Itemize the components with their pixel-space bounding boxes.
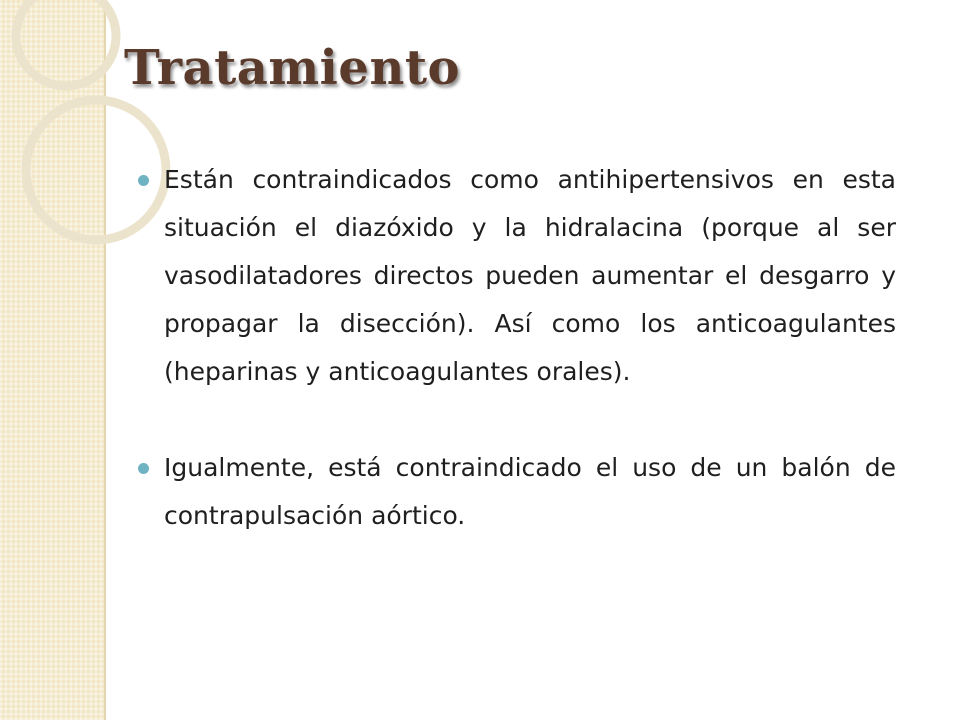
- bullet-text: Están contraindicados como antihipertensivos en esta situación el diazóxido y la hidralacina (porque al ser vasodilatadores directos pueden aumentar el desgarro y propagar la disección). Así como los anticoagulantes (heparinas y anticoagulantes orales).: [164, 165, 896, 386]
- slide-title: Tratamiento: [124, 40, 461, 96]
- bullet-icon: [138, 175, 149, 186]
- bullet-icon: [138, 463, 149, 474]
- bullet-list: [138, 156, 896, 588]
- decorative-ring-top: [16, 0, 116, 86]
- bullet-text: Igualmente, está contraindicado el uso de un balón de contrapulsación aórtico.: [164, 453, 896, 530]
- bullet-item: [138, 156, 896, 396]
- bullet-item: [138, 444, 896, 540]
